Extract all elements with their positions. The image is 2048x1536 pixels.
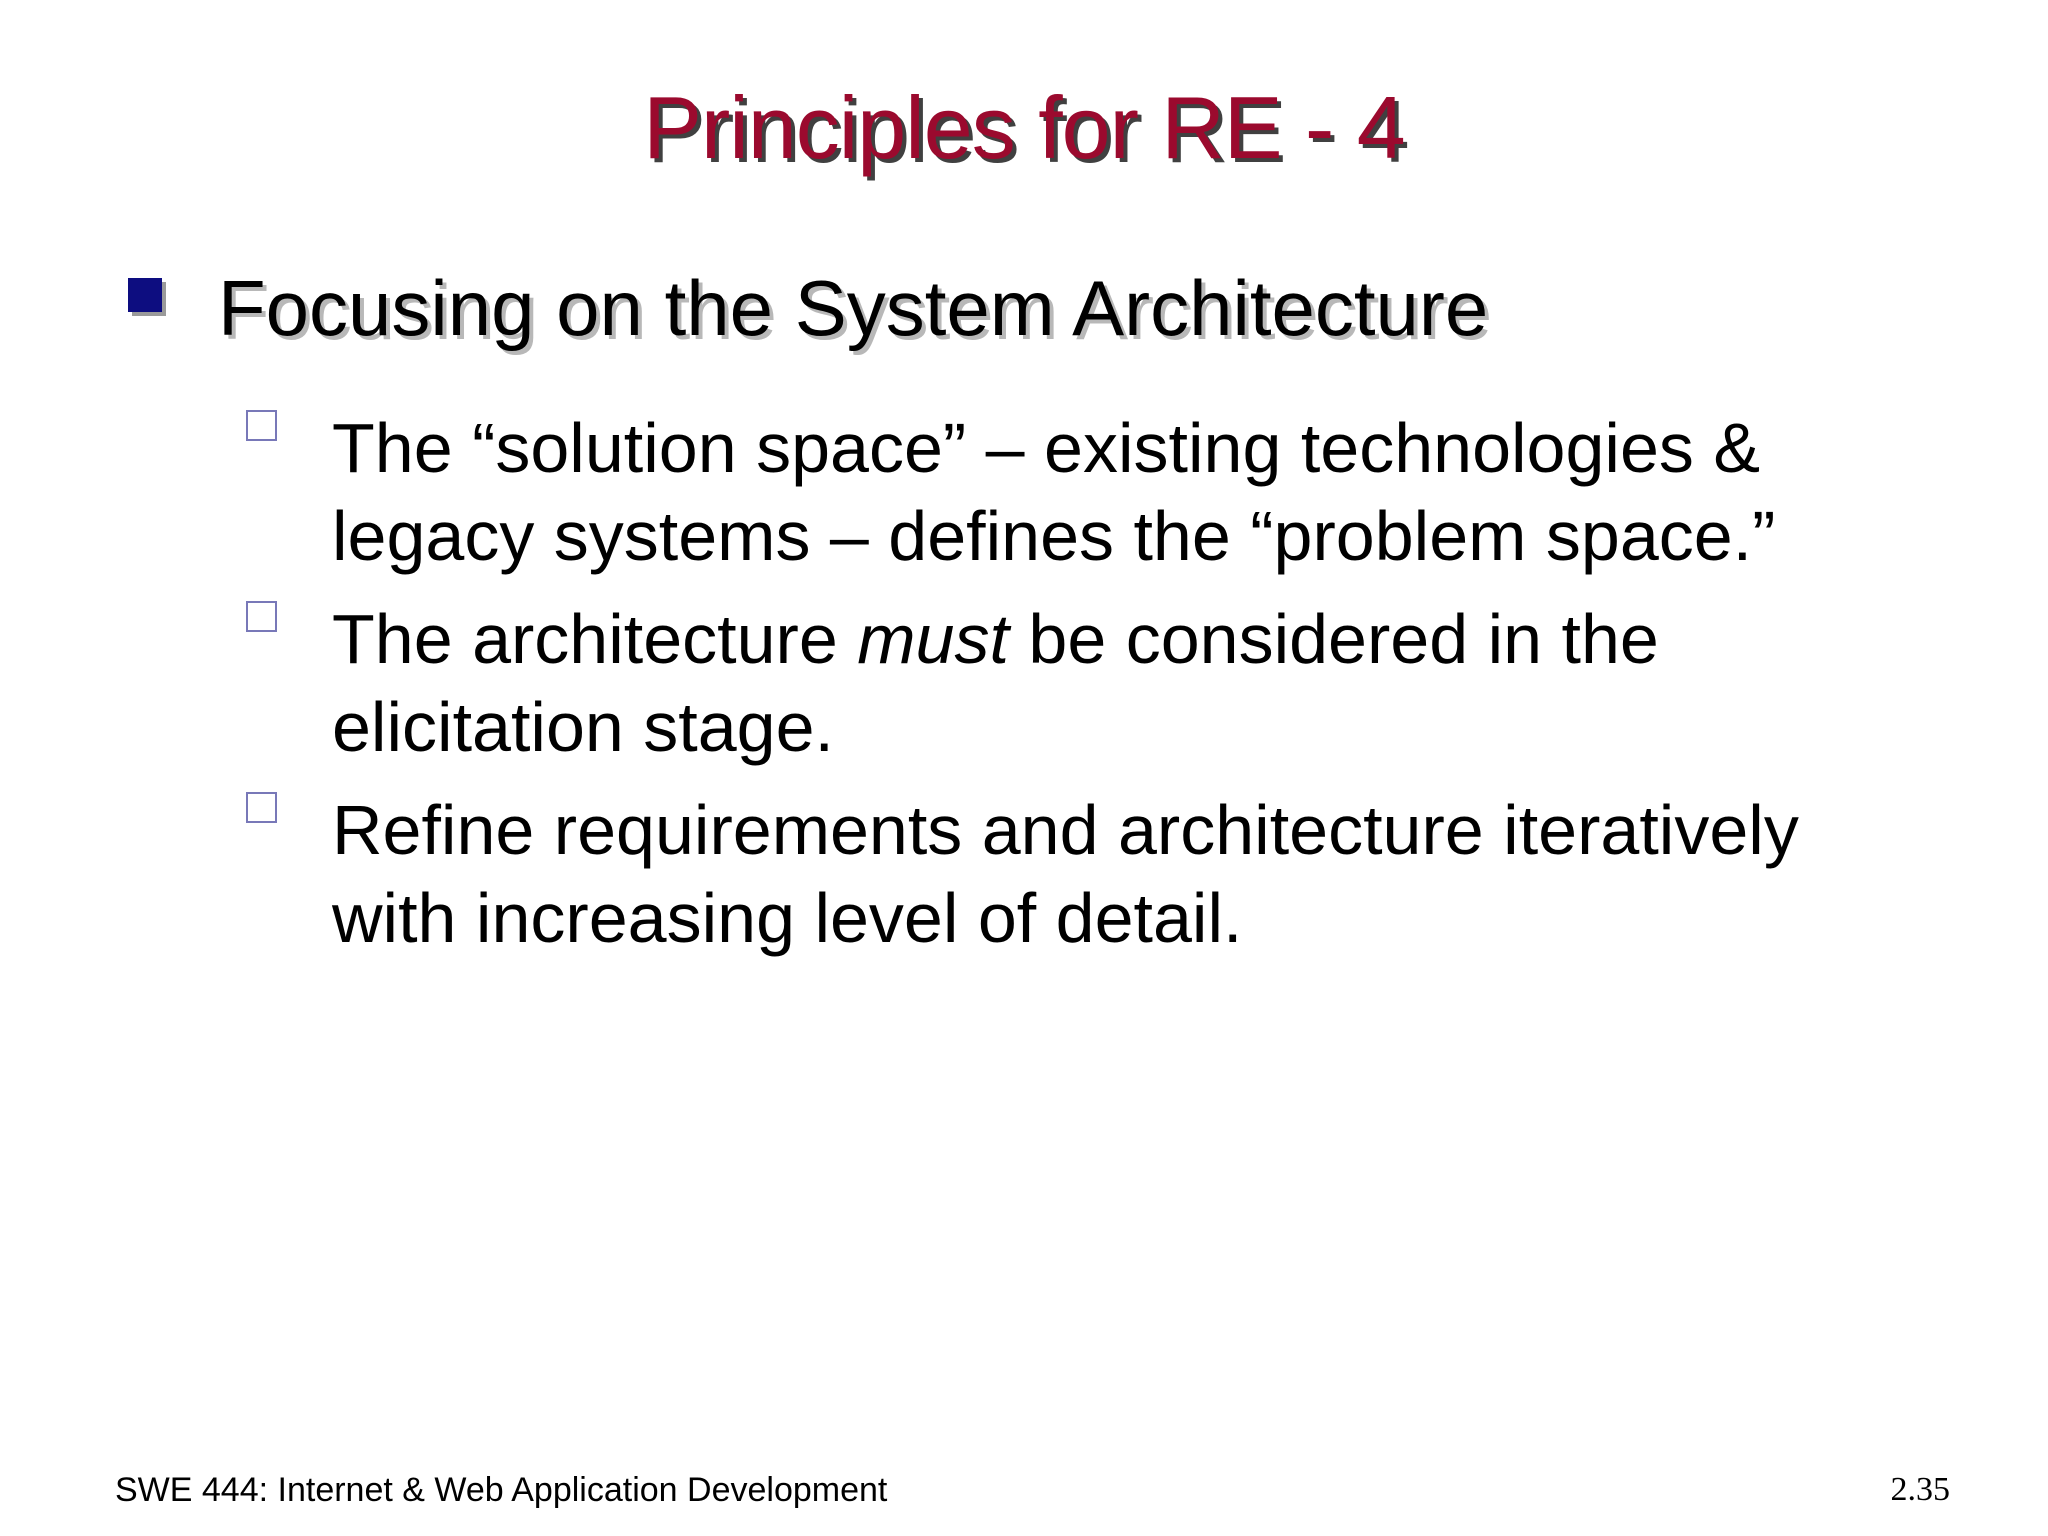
sub-bullet-3-line-1: Refine requirements and architecture iteratively [332,791,1799,869]
sub-bullet-1-line-1: The “solution space” – existing technologies & [332,409,1761,487]
main-bullet-text: Focusing on the System Architecture [218,264,1489,352]
hollow-square-bullet-icon [246,410,277,441]
footer-course-title: SWE 444: Internet & Web Application Development [115,1471,888,1509]
sub-bullet-3-text [332,786,1892,962]
sub-bullet-2-line-1 [332,595,1892,683]
page-number: 2.35 [1890,1471,1950,1508]
filled-square-bullet-icon [128,278,162,312]
sub-bullet-2-emphasis: must [857,600,1009,678]
sub-bullet-1-line-2: legacy systems – defines the “problem space.” [332,497,1776,575]
slide-title: Principles for RE - 4 [643,78,1405,177]
sub-bullet-2-line-2: elicitation stage. [332,688,834,766]
sub-bullet-3-line-2: with increasing level of detail. [332,879,1243,957]
sub-bullet-2-line-1-start: The architecture [332,600,858,678]
sub-bullet-2-line-1-end: be considered in the [1008,600,1659,678]
hollow-square-bullet-icon [246,601,277,632]
hollow-square-bullet-icon [246,792,277,823]
sub-bullet-1-text [332,404,1892,580]
sub-bullet-2-text [332,595,1892,771]
